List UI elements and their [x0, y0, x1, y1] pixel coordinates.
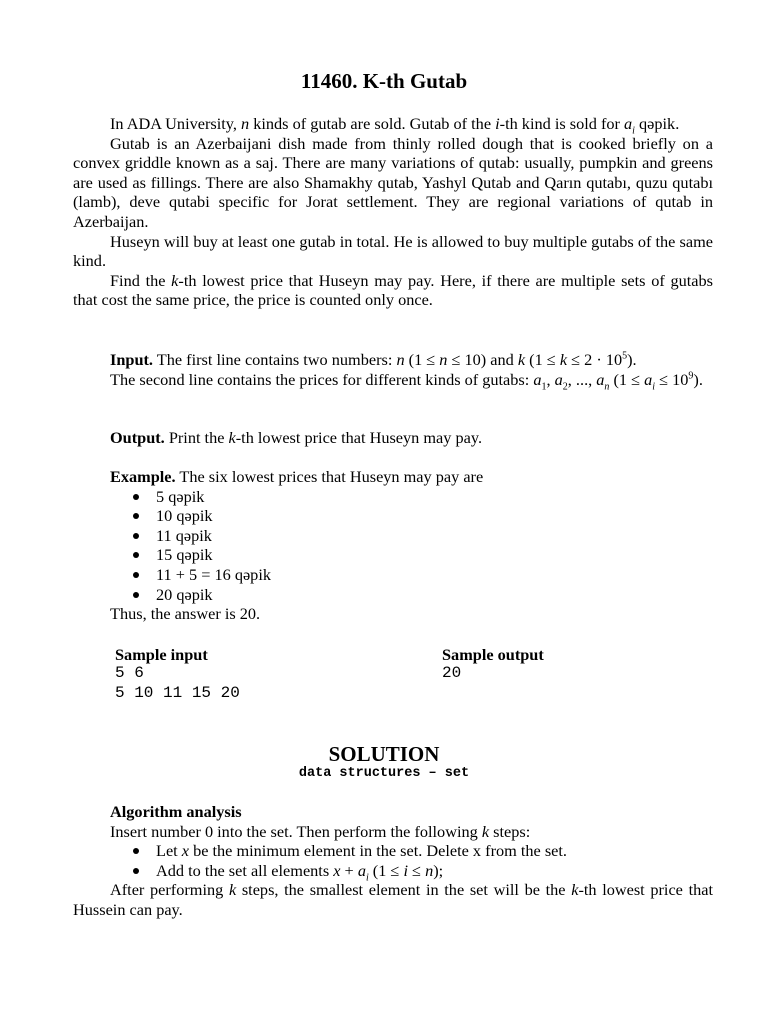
statement-paragraph-4: Find the k-th lowest price that Huseyn may pay. Here, if there are multiple sets of gutabs that cost the same price, the price is counted only once. — [73, 270, 713, 310]
analysis-steps — [73, 841, 713, 884]
example-intro: Example. The six lowest prices that Huseyn may pay are — [110, 467, 484, 486]
example-section — [73, 467, 713, 624]
statement-paragraph-3: Huseyn will buy at least one gutab in total. He is allowed to buy multiple gutabs of the same kind. — [73, 231, 713, 271]
analysis-conclusion: After performing k steps, the smallest element in the set will be the k-th lowest price that Hussein can pay. — [73, 880, 713, 919]
list-item: Let x be the minimum element in the set. Delete x from the set. — [73, 841, 713, 861]
solution-heading: SOLUTION — [328, 742, 440, 766]
problem-statement — [73, 114, 713, 310]
list-item: Add to the set all elements $x + a_i$ (1 ≤ i ≤ n); — [73, 861, 713, 881]
solution-subheading: data structures – set — [298, 766, 470, 781]
input-line-2: The second line contains the prices for different kinds of gutabs: $a_1$, $a_2$, ..., $a_n$ $(1 \le a_i \le 10^9)$. — [110, 369, 703, 392]
input-section — [73, 350, 713, 392]
sample-input-line-1: 5 6 — [115, 664, 144, 682]
analysis-label: Algorithm analysis — [110, 802, 242, 821]
output-section — [73, 428, 713, 448]
problem-title: 11460. K-th Gutab — [300, 69, 468, 93]
statement-paragraph-2: Gutab is an Azerbaijani dish made from thinly rolled dough that is cooked briefly on a convex griddle known as a saj. There are many variations of qutab: usually, pumpkin and greens are used as fillings. There are also Shamakhy qutab, Yashyl Qutab and Qarın qutabı, quzu qutabı (lamb), deve qutabi specific for Jorat settlement. They are regional variations of qutab in Azerbaijan. — [73, 133, 713, 231]
example-list — [73, 487, 713, 605]
input-line-1: Input. The first line contains two numbers: n (1 ≤ n ≤ 10) and k $(1 \le k \le 2 \cdot 10^5)$. — [110, 350, 637, 369]
sample-output-label: Sample output — [442, 645, 544, 664]
analysis-intro: Insert number 0 into the set. Then perform the following k steps: — [110, 821, 531, 841]
list-item: 11 qəpik — [73, 526, 713, 546]
solution-section — [73, 802, 713, 920]
list-item: 5 qəpik — [73, 487, 713, 507]
example-conclusion: Thus, the answer is 20. — [110, 604, 261, 624]
list-item: 10 qəpik — [73, 506, 713, 526]
sample-output-line-1: 20 — [442, 664, 462, 682]
list-item: 15 qəpik — [73, 545, 713, 565]
input-label: Input. — [110, 350, 153, 369]
list-item: 11 + 5 = 16 qəpik — [73, 565, 713, 585]
output-line: Output. Print the k-th lowest price that Huseyn may pay. — [110, 428, 483, 447]
example-label: Example. — [110, 467, 176, 486]
output-label: Output. — [110, 428, 165, 447]
sample-input-line-2: 5 10 11 15 20 — [115, 684, 240, 702]
list-item: 20 qəpik — [73, 585, 713, 605]
statement-paragraph-1: In ADA University, n kinds of gutab are sold. Gutab of the i-th kind is sold for $a_i$ qəpik. — [110, 114, 680, 137]
sample-input-label: Sample input — [115, 645, 208, 664]
analysis-label-line — [73, 802, 713, 822]
